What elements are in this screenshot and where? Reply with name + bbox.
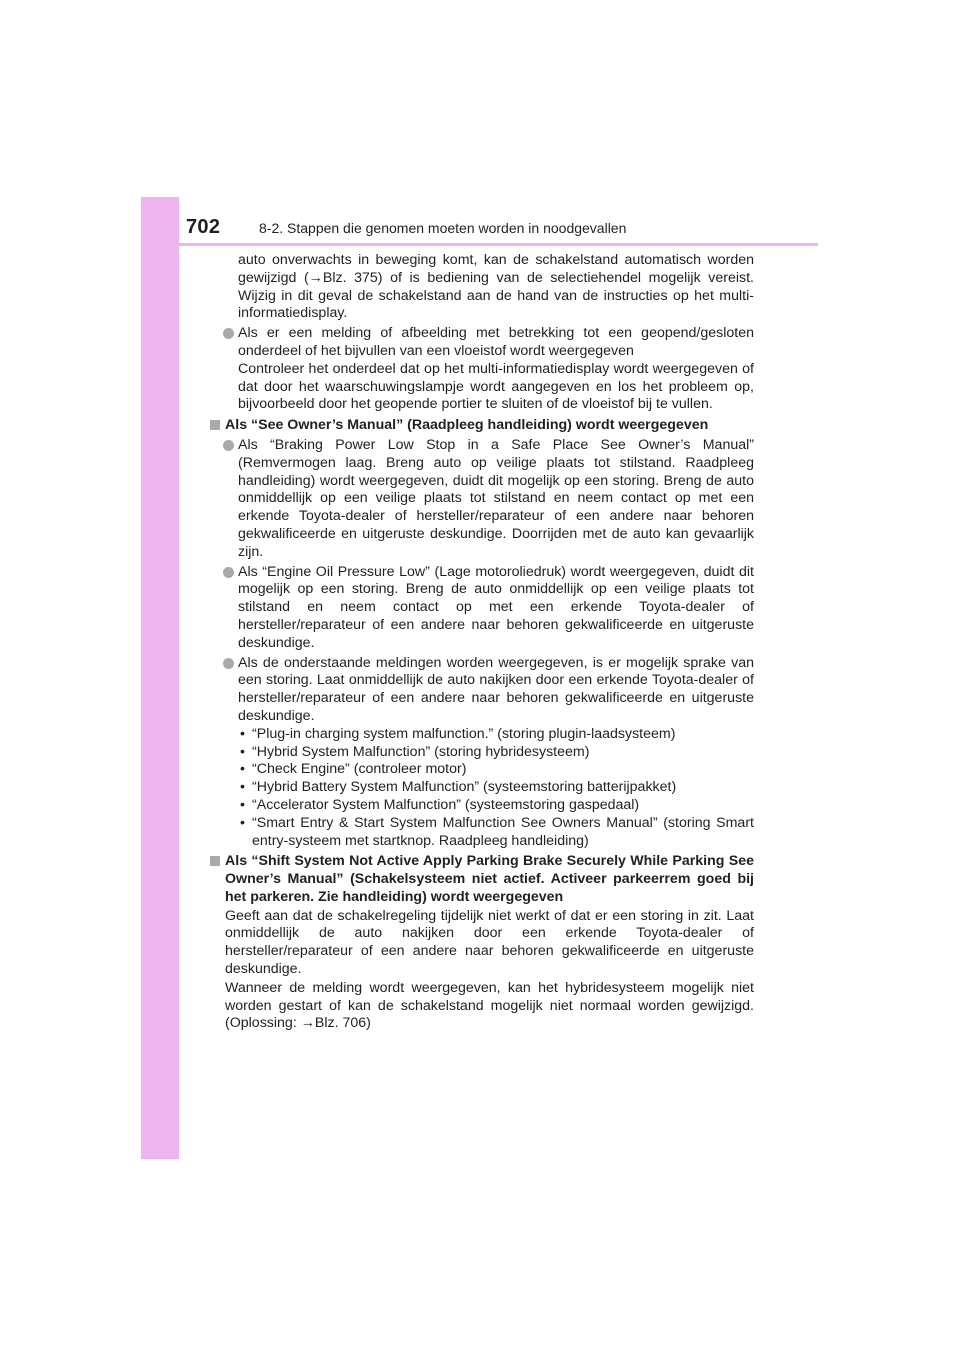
bullet-circle-icon [223,328,234,339]
heading-owners-manual-text: Als “See Owner’s Manual” (Raadpleeg handleiding) wordt weergegeven [225,417,709,434]
continuation-paragraph: auto onverwachts in beweging komt, kan de schakelstand automatisch worden gewijzigd (→Blz. 375) of is bediening van de selectiehendel mogelijk vereist. Wijzig in dit geval de schakelstand aan de hand van de instructies op het multi-informatiedisplay. [238,252,754,322]
heading-square-icon [210,420,220,430]
list-item: • “Accelerator System Malfunction” (systeemstoring gaspedaal) [240,796,640,813]
bullet-oil-pressure [210,564,754,653]
shift-body-paragraph-1: Geeft aan dat de schakelregeling tijdelijk niet werkt of dat er een storing in zit. Laat onmiddellijk de auto nakijken door een erkende Toyota-dealer of hersteller/reparateur of een andere naar behoren gekwalificeerde en uitgeruste deskundige. [225,907,754,978]
heading-square-icon [210,856,220,866]
section-title: 8-2. Stappen die genomen moeten worden in noodgevallen [259,220,627,236]
list-item: • “Plug-in charging system malfunction.” (storing plugin-laadsysteem) [240,725,676,742]
page-number: 702 [186,216,221,238]
bullet-open-parts-text: Als er een melding of afbeelding met betrekking tot een geopend/gesloten onderdeel of het bijvullen van een vloeistof wordt weergegeven [238,325,754,359]
bullet-open-parts-body: Controleer het onderdeel dat op het multi-informatiedisplay wordt weergegeven of dat door het waarschuwingslampje wordt aangegeven en los het probleem op, bijvoorbeeld door het geopende portier te sluiten of de vloeistof bij te vullen. [238,360,754,413]
page-content [210,252,754,1033]
heading-shift-system [210,853,754,906]
list-item: • “Hybrid Battery System Malfunction” (systeemstoring batterijpakket) [240,779,677,796]
bullet-messages-intro-text: Als de onderstaande meldingen worden weergegeven, is er mogelijk sprake van een storing. Laat onmiddellijk de auto nakijken door een erkende Toyota-dealer of hersteller/reparateur of een andere naar behoren gekwalificeerde en uitgeruste deskundige. [238,654,754,724]
bullet-circle-icon [223,440,234,451]
heading-owners-manual [210,417,754,435]
bullet-messages-intro [210,655,754,726]
side-color-band [141,197,179,1159]
bullet-braking-power-text: Als “Braking Power Low Stop in a Safe Place See Owner’s Manual” (Remvermogen laag. Breng auto op veilige plaats tot stilstand. Raadpleeg handleiding) wordt weergegeven, duidt dit mogelijk op een storing. Breng de auto onmiddellijk op een veilige plaats tot stilstand en neem contact op met een erkende Toyota-dealer of hersteller/reparateur of een andere naar behoren gekwalificeerde en uitgeruste deskundige. Doorrijden met de auto kan gevaarlijk zijn. [238,436,754,560]
bullet-circle-icon [223,658,234,669]
bullet-oil-pressure-text: Als “Engine Oil Pressure Low” (Lage motoroliedruk) wordt weergegeven, duidt dit mogelijk op een storing. Breng de auto onmiddellijk op een veilige plaats tot stilstand en neem contact op met een erkende Toyota-dealer of hersteller/reparateur of een andere naar behoren gekwalificeerde en uitgeruste deskundige. [238,563,754,651]
shift-body-paragraph-2: Wanneer de melding wordt weergegeven, kan het hybridesysteem mogelijk niet worden gestart of kan de schakelstand mogelijk niet normaal worden gewijzigd. (Oplossing: →Blz. 706) [225,979,754,1032]
bullet-circle-icon [223,567,234,578]
list-item: • “Check Engine” (controleer motor) [240,761,467,778]
list-item: • “Smart Entry & Start System Malfunction See Owners Manual” (storing Smart entry-systeem met startknop. Raadpleeg handleiding) [240,814,754,849]
list-item: • “Hybrid System Malfunction” (storing hybridesysteem) [240,743,590,760]
header-rule [179,243,818,246]
bullet-open-parts [210,325,754,361]
heading-shift-system-text: Als “Shift System Not Active Apply Parking Brake Securely While Parking See Owner’s Manual” (Schakelsysteem niet actief. Activeer parkeerrem goed bij het parkeren. Zie handleiding) wordt weergegeven [225,853,754,905]
bullet-braking-power [210,437,754,562]
